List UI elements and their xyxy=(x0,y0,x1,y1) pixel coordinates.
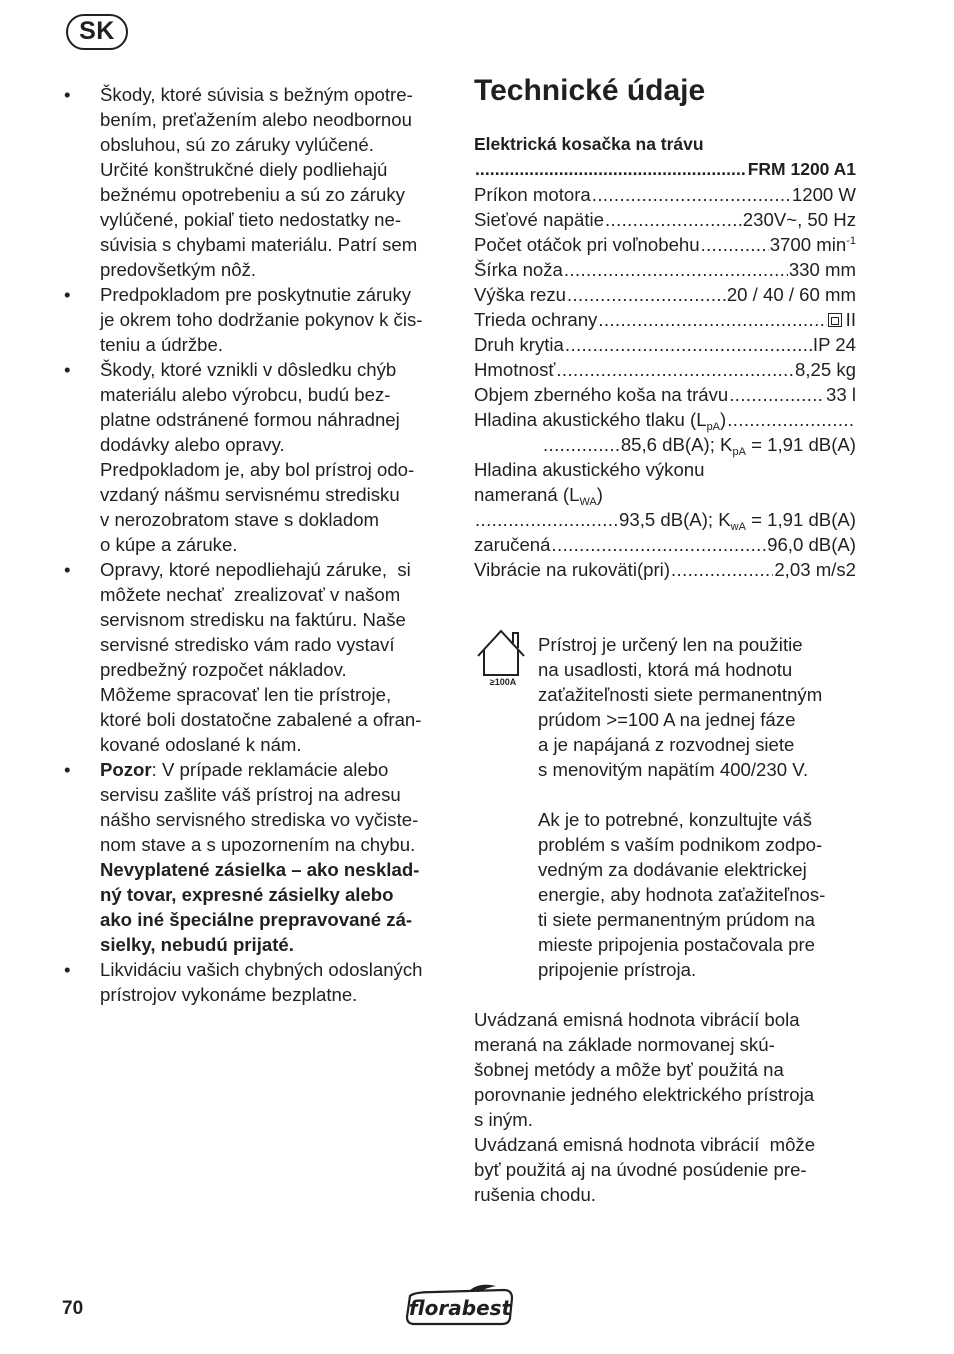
text-line: šobnej metódy a môže byť použitá na xyxy=(474,1059,784,1080)
bullet-marker: • xyxy=(64,359,71,380)
text-line: dodávky alebo opravy. xyxy=(100,434,285,455)
warranty-conditions-list xyxy=(60,82,450,1007)
florabest-logo xyxy=(404,1284,516,1326)
list-item xyxy=(60,757,450,957)
text-line: meraná na základe normovanej skú- xyxy=(474,1034,775,1055)
spec-label: Objem zberného koša na trávu xyxy=(474,384,729,405)
text-line: predovšetkým nôž. xyxy=(100,259,257,280)
text-line: prístrojov vykonáme bezplatne. xyxy=(100,984,358,1005)
spec-value: 1200 W xyxy=(791,184,856,205)
text-line: súvisia s chybami materiálu. Patrí sem xyxy=(100,234,418,255)
spec-value: 96,0 dB(A) xyxy=(767,534,856,555)
spec-value: 20 / 40 / 60 mm xyxy=(726,284,856,305)
text-line: o kúpe a záruke. xyxy=(100,534,238,555)
spec-value: 330 mm xyxy=(788,259,856,280)
spec-label: Príkon motora xyxy=(474,184,591,205)
spec-value xyxy=(828,307,856,332)
bullet-marker: • xyxy=(64,284,71,305)
page-number: 70 xyxy=(62,1298,84,1319)
spec-row-rpm xyxy=(474,232,856,257)
text-line: obsluhou, sú zo záruky vylúčené. xyxy=(100,134,374,155)
value-text: 93,5 dB(A); K xyxy=(619,509,731,530)
spec-label: Počet otáčok pri voľnobehu xyxy=(474,234,700,255)
leader-dots xyxy=(567,282,726,307)
text-line: môžete nechať zrealizovať v našom xyxy=(100,584,401,605)
text-line: ti siete permanentným prúdom na xyxy=(538,909,815,930)
spec-label: Trieda ochrany xyxy=(474,309,598,330)
spec-row-basket-volume xyxy=(474,382,856,407)
model-number: FRM 1200 A1 xyxy=(747,159,856,179)
text-line: kované odoslané k nám. xyxy=(100,734,302,755)
label-text: ) xyxy=(596,484,603,505)
list-item xyxy=(60,357,450,557)
spec-value: 8,25 kg xyxy=(795,359,856,380)
spec-row-sound-power xyxy=(474,457,856,482)
text-line: materiálu alebo výrobcu, budú bez- xyxy=(100,384,391,405)
text-line: v nerozobratom stave s dokladom xyxy=(100,509,380,530)
spec-row-cut-height xyxy=(474,282,856,307)
text-line: s iným. xyxy=(474,1109,533,1130)
text-line: energie, aby hodnota zaťažiteľnos- xyxy=(538,884,826,905)
spec-row-sound-pressure xyxy=(474,407,856,432)
leader-dots xyxy=(475,507,618,532)
text-line: rušenia chodu. xyxy=(474,1184,596,1205)
brand-name: florabest xyxy=(408,1296,512,1320)
bullet-marker: • xyxy=(64,559,71,580)
subscript: WA xyxy=(579,496,597,508)
spec-label: Hladina akustického výkonu xyxy=(474,459,705,480)
bullet-marker: • xyxy=(64,759,71,780)
text-line: servisu zašlite váš prístroj na adresu xyxy=(100,784,401,805)
text-line: Škody, ktoré súvisia s bežným opotre- xyxy=(100,84,413,105)
value-text: 85,6 dB(A); K xyxy=(620,434,733,455)
text-line: byť použitá aj na úvodné posúdenie pre- xyxy=(474,1159,807,1180)
leader-dots xyxy=(592,182,791,207)
text-line: porovnanie jedného elektrického prístroja xyxy=(474,1084,815,1105)
text-line: vzdaný nášmu servisnému stredisku xyxy=(100,484,400,505)
leader-dots xyxy=(475,157,747,182)
spec-value xyxy=(770,232,856,257)
label-text: nameraná (L xyxy=(474,484,580,505)
spec-label: Šírka noža xyxy=(474,259,563,280)
text-line: servisné stredisko vám rado vystaví xyxy=(100,634,395,655)
text-line: Uvádzaná emisná hodnota vibrácií bola xyxy=(474,1009,800,1030)
text-line: nom stave a s upozornením na chybu. xyxy=(100,834,416,855)
text-line: Prístroj je určený len na použitie xyxy=(538,634,803,655)
spec-value: IP 24 xyxy=(812,334,856,355)
text-line: prúdom >=100 A na jednej fáze xyxy=(538,709,796,730)
spec-row-voltage xyxy=(474,207,856,232)
text-line: zaťažiteľnosti siete permanentným xyxy=(538,684,823,705)
text-line: servisnom stredisku na faktúru. Naše xyxy=(100,609,406,630)
text-line: pripojenie prístroja. xyxy=(538,959,697,980)
spec-row-measured-value xyxy=(474,507,856,532)
leader-dots xyxy=(565,332,812,357)
spec-label: zaručená xyxy=(474,534,551,555)
leader-dots xyxy=(701,232,769,257)
subscript: wA xyxy=(730,521,746,533)
leader-dots xyxy=(552,532,767,557)
protection-class-ii-icon xyxy=(828,313,842,327)
spec-value xyxy=(619,507,856,532)
text-line: Opravy, ktoré nepodliehajú záruke, si xyxy=(100,559,411,580)
text-line: Ak je to potrebné, konzultujte váš xyxy=(538,809,812,830)
spec-row-measured xyxy=(474,482,856,507)
value-text: II xyxy=(845,309,856,330)
bold-text-line: sielky, nebudú prijaté. xyxy=(100,934,294,955)
tech-specs-table xyxy=(474,132,856,582)
leader-dots xyxy=(598,307,826,332)
spec-label: Výška rezu xyxy=(474,284,566,305)
text-line: vylúčené, pokiaľ tieto nedostatky ne- xyxy=(100,209,402,230)
bullet-marker: • xyxy=(64,84,71,105)
leader-dots xyxy=(543,432,620,457)
text-line: na usadlosti, ktorá má hodnotu xyxy=(538,659,793,680)
bold-text-line: ako iné špeciálne prepravované zá- xyxy=(100,909,413,930)
text-line: Určité konštrukčné diely podliehajú xyxy=(100,159,388,180)
text-line: je okrem toho dodržanie pokynov k čis- xyxy=(100,309,423,330)
spec-row-ip-rating xyxy=(474,332,856,357)
leader-dots xyxy=(556,357,794,382)
text-line: Likvidáciu vašich chybných odoslaných xyxy=(100,959,423,980)
label-text: ) xyxy=(720,409,727,430)
leader-dots xyxy=(727,407,855,432)
leader-dots xyxy=(605,207,742,232)
spec-label xyxy=(474,407,726,432)
spec-label xyxy=(474,482,603,507)
value-text: = 1,91 dB(A) xyxy=(745,509,856,530)
text-line: nášho servisného strediska vo vyčiste- xyxy=(100,809,419,830)
text-line: Môžeme spracovať len tie prístroje, xyxy=(100,684,392,705)
spec-value: 2,03 m/s2 xyxy=(774,559,856,580)
leader-dots xyxy=(671,557,773,582)
text-line: bením, preťažením alebo neodbornou xyxy=(100,109,412,130)
list-item xyxy=(60,282,450,357)
spec-value: 230V~, 50 Hz xyxy=(742,209,856,230)
text-line: vedným za dodávanie elektrickej xyxy=(538,859,807,880)
spec-value: 33 l xyxy=(826,384,856,405)
text-line: a je napájaná z rozvodnej siete xyxy=(538,734,795,755)
text-line: predbežný rozpočet nákladov. xyxy=(100,659,347,680)
spec-row-power xyxy=(474,182,856,207)
bold-text-line: ný tovar, expresné zásielky alebo xyxy=(100,884,394,905)
spec-row-model xyxy=(474,157,856,182)
vibration-emission-text xyxy=(474,1007,864,1207)
paragraph-spacer xyxy=(538,782,868,807)
spec-row-protection-class xyxy=(474,307,856,332)
spec-label: Hmotnosť xyxy=(474,359,556,380)
text-line xyxy=(100,757,450,782)
spec-row-sound-pressure-value xyxy=(474,432,856,457)
text-line: problém s vaším podnikom zodpo- xyxy=(538,834,823,855)
section-title: Technické údaje xyxy=(474,74,706,107)
product-name: Elektrická kosačka na trávu xyxy=(474,134,704,154)
bold-text-line: Nevyplatené zásielka – ako nesklad- xyxy=(100,859,420,880)
list-item xyxy=(60,557,450,757)
subscript: pA xyxy=(732,446,746,458)
text-line: Škody, ktoré vznikli v dôsledku chýb xyxy=(100,359,397,380)
spec-label: Sieťové napätie xyxy=(474,209,604,230)
value-text: = 1,91 dB(A) xyxy=(745,434,856,455)
subscript: pA xyxy=(706,421,721,433)
text-line: mieste pripojenia postačovala pre xyxy=(538,934,815,955)
text-line: platne odstránené formou náhradnej xyxy=(100,409,400,430)
text-line: Uvádzaná emisná hodnota vibrácií môže xyxy=(474,1134,816,1155)
text-line: s menovitým napätím 400/230 V. xyxy=(538,759,809,780)
value-text: 3700 min xyxy=(769,234,847,255)
label-text: Hladina akustického tlaku (L xyxy=(474,409,707,430)
text-line: Predpokladom pre poskytnutie záruky xyxy=(100,284,412,305)
list-item xyxy=(60,957,450,1007)
text-line: Predpokladom je, aby bol prístroj odo- xyxy=(100,459,415,480)
warning-label: Pozor xyxy=(100,759,152,780)
house-100a-icon xyxy=(474,625,530,687)
leader-dots xyxy=(729,382,825,407)
text-fragment: : V prípade reklamácie alebo xyxy=(151,759,389,780)
language-badge: SK xyxy=(66,14,128,50)
spec-row-weight xyxy=(474,357,856,382)
bullet-marker: • xyxy=(64,959,71,980)
spec-value xyxy=(621,432,856,457)
list-item xyxy=(60,82,450,282)
power-supply-notice xyxy=(538,632,868,982)
spec-label: Druh krytia xyxy=(474,334,564,355)
house-icon-label: ≥100A xyxy=(489,677,517,687)
spec-row-vibration xyxy=(474,557,856,582)
text-line: ktoré boli dostatočne zabalené a ofran- xyxy=(100,709,422,730)
text-line: bežnému opotrebeniu a sú zo záruky xyxy=(100,184,405,205)
spec-label: Vibrácie na rukoväti(pri) xyxy=(474,559,671,580)
spec-row-blade-width xyxy=(474,257,856,282)
exponent: -1 xyxy=(846,235,856,247)
spec-row-guaranteed xyxy=(474,532,856,557)
text-line: teniu a údržbe. xyxy=(100,334,224,355)
leader-dots xyxy=(564,257,788,282)
